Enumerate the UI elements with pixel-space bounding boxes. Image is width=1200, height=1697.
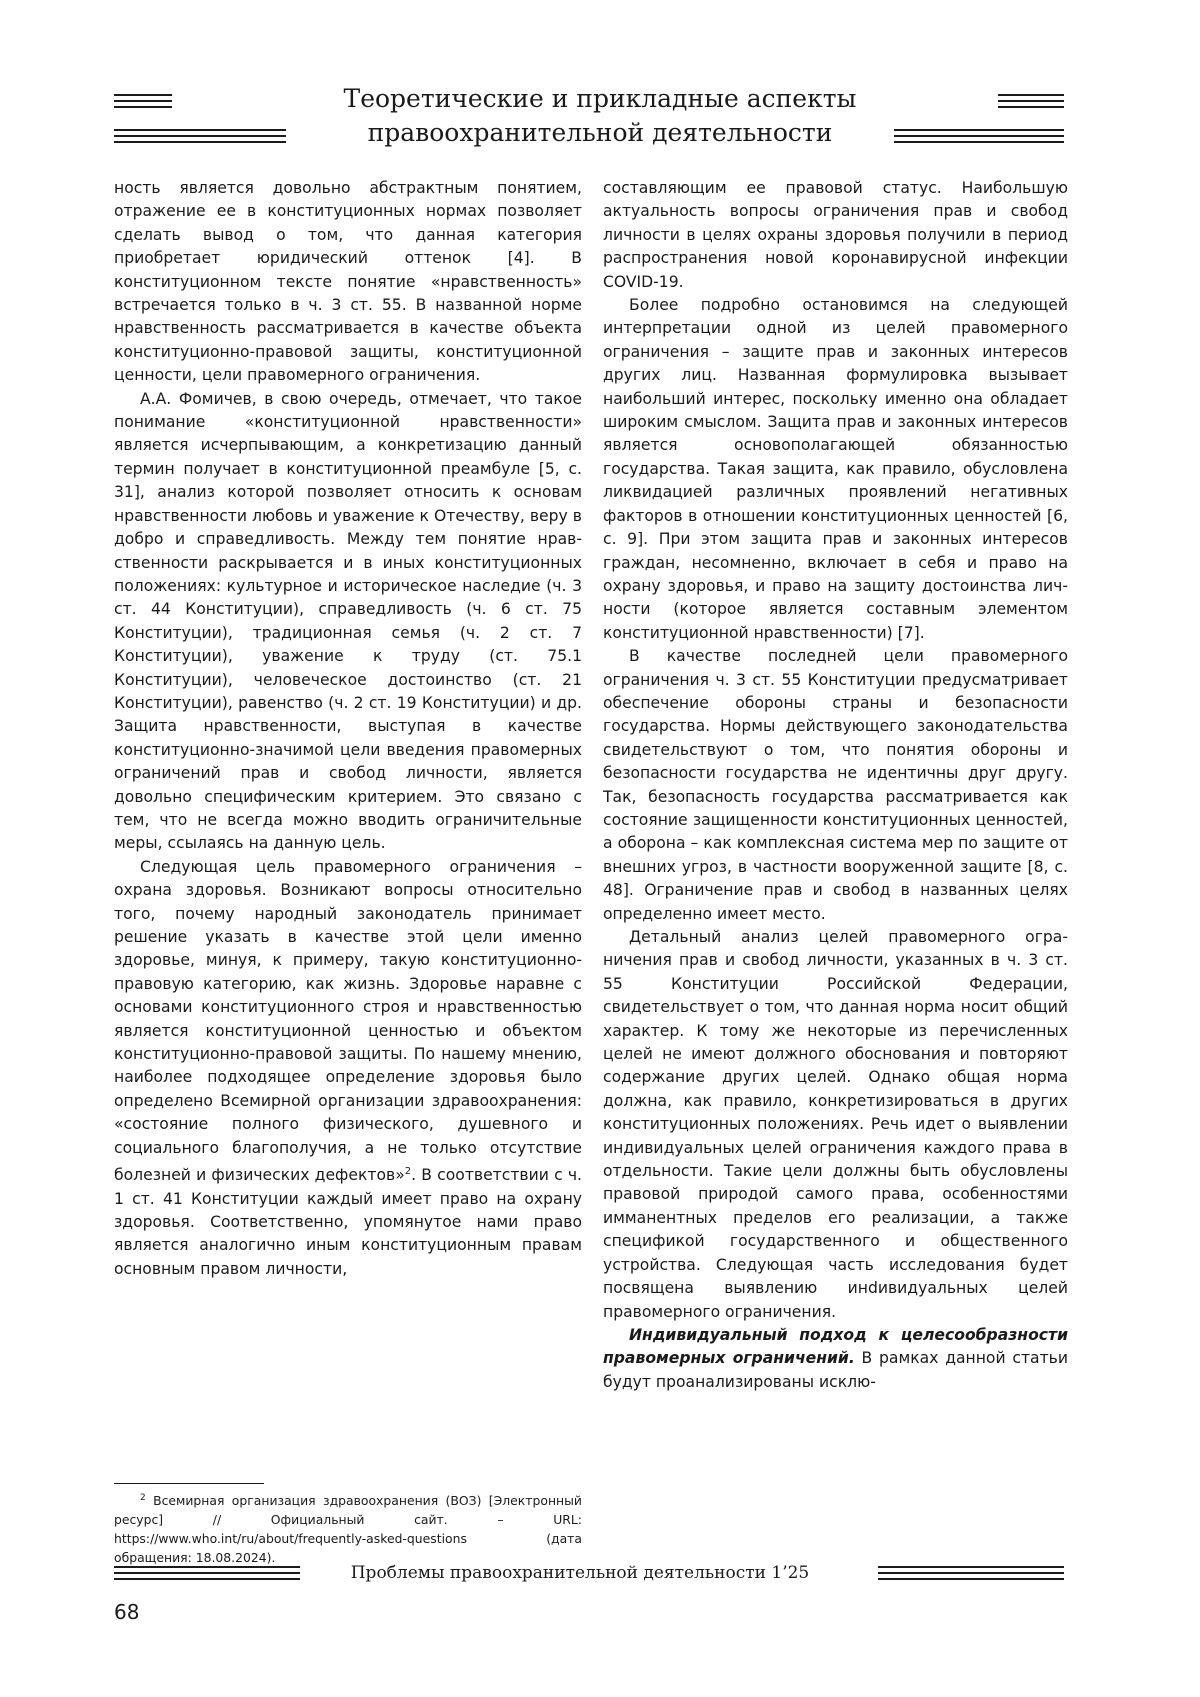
footnote-separator — [114, 1483, 264, 1484]
right-paragraph-1: составляющим ее правовой статус. Наибольшую актуальность вопросы ограничения прав и свобод личности в целях охраны здоровья получили в период распространения новой коронавирусной инфекции COVID-19. — [603, 179, 1068, 291]
header-rule-right-mid — [998, 100, 1064, 102]
running-footer — [0, 1560, 1200, 1590]
header-title-line2: правоохранительной деятельности — [367, 118, 833, 147]
header-rule-left-top — [114, 94, 172, 96]
header-rule-left-low3 — [114, 141, 286, 143]
footer-rule-left-2 — [114, 1572, 300, 1574]
header-rule-right-low3 — [894, 141, 1064, 143]
right-paragraph-2: Более подробно остановимся на следующей интерпретации одной из целей правомерного ограничения – защите прав и законных интересов других лиц. Названная формулировка вызывает наибольший интерес, поскольку именно она обладает широким смыслом. Защита прав и законных интересов является основополагающей обязанностью государства. Такая защита, как правило, обусловлена ликвидацией различных проявлений негативных факторов в отношении конституционных ценностей [6, с. 9]. При этом защита прав и законных интересов граждан, несомненно, включает в себя и право на охрану здоровья, и право на защиту достоинства личности (которое является составным элементом конституционной нравственности) [7]. — [603, 296, 1068, 642]
header-rule-left-low1 — [114, 129, 286, 131]
left-column — [114, 177, 582, 1281]
footnote-text: Всемирная организация здравоохранения (ВОЗ) [Электронный ресурс] // Официальный сайт. – URL: https://www.who.int/ru/about/frequently-asked-questions (дата обращения: 18.08.2024). — [114, 1493, 582, 1566]
right-paragraph-5-text: В рамках данной статьи будут проанализированы исклю- — [603, 1349, 1068, 1391]
header-title-line1: Теоретические и прикладные аспекты — [343, 84, 857, 113]
right-paragraph-4: Детальный анализ целей правомерного ограничения прав и свобод личности, указанных в ч. 3 ст. 55 Конституции Российской Федерации, свидетельствует о том, что данная норма носит общий характер. К тому же некоторые из перечисленных целей не имеют должного обоснования и повторяют содержание других целей. Однако общая норма должна, как правило, конкретизироваться в других конституционных положениях. Речь идет о выявлении индивидуальных целей ограничения каждого права в отдельности. Такие цели должны быть обусловлены правовой природой самого права, особенностями имманентных пределов его реализации, а также спецификой государственного и общественного устройства. Следующая часть исследования будет посвящена выявлению инdивидуальных целей правомерного ограничения. — [603, 928, 1068, 1321]
footer-rule-right-2 — [878, 1572, 1064, 1574]
header-rule-left-bot — [114, 106, 172, 108]
right-column — [603, 177, 1068, 1394]
header-rule-right-top — [998, 94, 1064, 96]
header-rule-left-low2 — [114, 135, 286, 137]
right-paragraph-5 — [603, 1324, 1068, 1394]
left-paragraph-1: ность является довольно абстрактным понятием, отражение ее в конституционных нормах позволяет сделать вывод о том, что данная категория приобретает юридический оттенок [4]. В конституционном тексте понятие «нравственность» встречается только в ч. 3 ст. 55. В названной норме нравственность рассматривается в качестве объекта конституционно-правовой защиты, конституционной ценности, цели правомерного ограничения. — [114, 179, 582, 385]
footer-rule-right-1 — [878, 1566, 1064, 1568]
footnote-number: 2 — [140, 1493, 146, 1503]
footer-rule-left-1 — [114, 1566, 300, 1568]
header-rule-right-bot — [998, 106, 1064, 108]
footnote-reference[interactable]: 2 — [404, 1166, 412, 1178]
footnote — [114, 1489, 582, 1567]
footer-rule-right-3 — [878, 1578, 1064, 1580]
left-paragraph-2: А.А. Фомичев, в свою очередь, отмечает, что такое понимание «конституционной нравственности» является исчерпывающим, а конкретизацию данный термин получает в конституционной преамбуле [5, с. 31], анализ которой позволяет относить к основам нравственности любовь и уважение к Отечеству, веру в добро и справедливость. Между тем понятие нравственности раскрывается и в иных конституционных положениях: культурное и историческое наследие (ч. 3 ст. 44 Конституции), справедливость (ч. 6 ст. 75 Конституции), традиционная семья (ч. 2 ст. 7 Конституции), уважение к труду (ст. 75.1 Конституции), человеческое достоинство (ст. 21 Конституции), равенство (ч. 2 ст. 19 Конституции) и др. Защита нравственности, выступая в качестве конституционно-значимой цели введения правомерных ограничений прав и свобод личности, является довольно специфическим критерием. Это связано с тем, что не всегда можно вводить ограничительные меры, ссылаясь на данную цель. — [114, 389, 582, 853]
section-lead-heading: Индивидуальный подход к целесообразности правомерных ограничений. — [603, 1325, 1068, 1368]
header-rule-right-low2 — [894, 135, 1064, 137]
running-header — [0, 82, 1200, 152]
footer-journal-title: Проблемы правоохранительной деятельности 1’25 — [350, 1563, 810, 1583]
header-rule-right-low1 — [894, 129, 1064, 131]
footer-rule-left-3 — [114, 1578, 300, 1580]
header-rule-left-mid — [114, 100, 172, 102]
right-paragraph-3: В качестве последней цели правомерного ограничения ч. 3 ст. 55 Конституции предусматривает обеспечение обороны страны и безопасности государства. Нормы действующего законодательства свидетельствуют о том, что понятия обороны и безопасности государства не идентичны друг другу. Так, безопасность государства рассматривается как состояние защищенности конституционных ценностей, а оборона – как комплексная система мер по защите от внешних угроз, в частности вооруженной защите [8, с. 48]. Ограничение прав и свобод в названных целях определенно имеет место. — [603, 647, 1068, 923]
left-paragraph-3-text-a: Следующая цель правомерного ограничения – охрана здоровья. Возникают вопросы относительно того, почему народный законодатель принимает решение указать в качестве этой цели именно здоровье, минуя, к примеру, такую конституционно-правовую категорию, как жизнь. Здоровье наравне с основами конституционного строя и нравственностью является конституционной ценностью и объектом конституционно-правовой защиты. По нашему мнению, наиболее подходящее определение здоровья было определено Всемирной организации здравоохранения: «состояние полного физического, душевного и социального благополучия, а не только отсутствие болезней и физических дефектов» — [114, 857, 582, 1185]
left-paragraph-3 — [114, 856, 582, 1282]
left-paragraph-3-text-b: . В соответствии с ч. 1 ст. 41 Конституции каждый имеет право на охрану здоровья. Соответственно, упомянутое нами право является аналогично иным конституционным правам основным правом личности, — [114, 1166, 582, 1278]
page-number: 68 — [114, 1600, 140, 1624]
